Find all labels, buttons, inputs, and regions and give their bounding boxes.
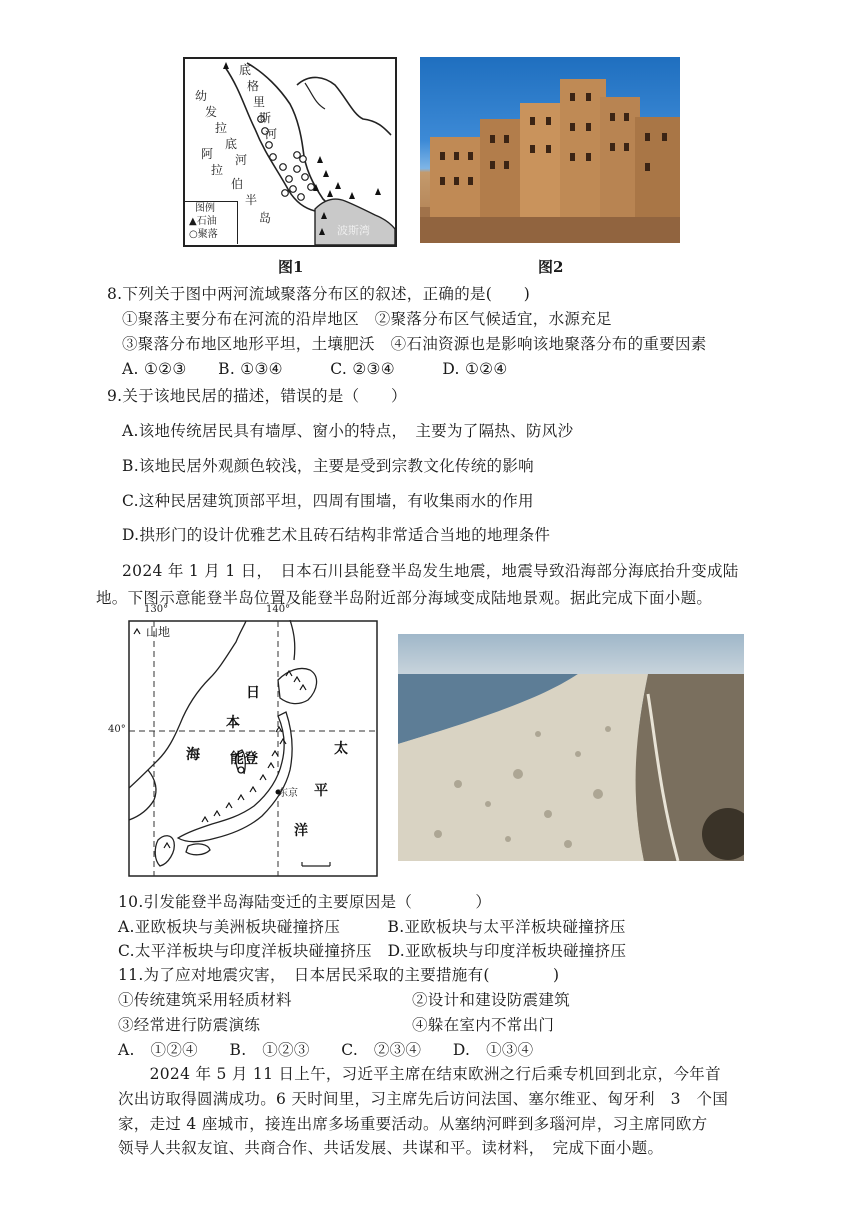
oil-legend-icon: ▲ bbox=[189, 216, 197, 227]
arabia-char-1: 阿 bbox=[201, 147, 214, 161]
q9-option-d: D.拱形门的设计优雅艺术且砖石结构非常适合当地的地理条件 bbox=[122, 526, 551, 544]
figure-2-caption: 图2 bbox=[538, 258, 564, 276]
q8-statement-1: ①聚落主要分布在河流的沿岸地区 ②聚落分布区气候适宜，水源充足 bbox=[122, 310, 612, 328]
q8-statement-2: ③聚落分布地区地形平坦，土壤肥沃 ④石油资源也是影响该地聚落分布的重要因素 bbox=[122, 335, 707, 353]
q11-statement-3: ③经常进行防震演练 bbox=[118, 1016, 261, 1034]
q9-option-c: C.这种民居建筑顶部平坦，四周有围墙，有收集雨水的作用 bbox=[122, 492, 534, 510]
q8-options: A. ①②③ B. ①③④ C. ②③④ D. ①②④ bbox=[122, 360, 508, 378]
settlement-legend-icon: ○ bbox=[189, 229, 198, 240]
q11-stem: 11.为了应对地震灾害， 日本居民采取的主要措施有( ) bbox=[118, 966, 560, 984]
q9-stem: 9.关于该地民居的描述，错误的是（ ） bbox=[107, 387, 407, 405]
building-tall bbox=[560, 79, 606, 217]
noto-label: 能登 bbox=[230, 751, 258, 767]
q11-statement-4: ④躲在室内不常出门 bbox=[412, 1016, 555, 1034]
q8-stem: 8.下列关于图中两河流域聚落分布区的叙述，正确的是( ) bbox=[107, 285, 531, 303]
q10-stem: 10.引发能登半岛海陆变迁的主要原因是（ ） bbox=[118, 893, 492, 911]
intro3-line-1: 2024 年 5 月 11 日上午，习近平主席在结束欧洲之行后乘专机回到北京，今年首 bbox=[118, 1065, 721, 1083]
arabia-char-3: 伯 bbox=[231, 177, 244, 191]
euphrates-char-4: 底 bbox=[225, 137, 238, 151]
building-illustration bbox=[420, 57, 680, 243]
zagros-boundary bbox=[297, 77, 391, 135]
q10-options-cd: C.太平洋板块与印度洋板块碰撞挤压 D.亚欧板块与印度洋板块碰撞挤压 bbox=[118, 942, 627, 960]
euphrates-char-1: 幼 bbox=[195, 89, 208, 103]
shikoku bbox=[186, 844, 210, 855]
tigris-char-4: 斯 bbox=[259, 111, 272, 125]
japan-char-1: 日 bbox=[246, 685, 260, 701]
intro3-line-2: 次出访取得圆满成功。6 天时间里，习主席先后访问法国、塞尔维亚、匈牙利 3 个国 bbox=[118, 1090, 729, 1108]
sea-char: 海 bbox=[186, 747, 200, 763]
figure-1-map bbox=[183, 57, 397, 247]
euphrates-char-5: 河 bbox=[235, 153, 248, 167]
persian-gulf-label: 波斯湾 bbox=[337, 224, 370, 237]
tigris-char-1: 底 bbox=[239, 63, 252, 77]
legend-oil-label: 石油 bbox=[196, 216, 217, 227]
lon-140-label: 140° bbox=[266, 604, 291, 615]
euphrates-char-2: 发 bbox=[205, 105, 218, 119]
coastal-uplift-photo bbox=[398, 634, 744, 861]
legend-mountain-label: 山地 bbox=[146, 625, 171, 639]
intro2-line-1: 2024 年 1 月 1 日， 日本石川县能登半岛发生地震，地震导致沿海部分海底抬升变成陆 bbox=[122, 562, 739, 580]
rubble bbox=[420, 217, 680, 243]
pacific-char-1: 太 bbox=[334, 741, 348, 757]
building-right bbox=[600, 97, 640, 217]
arabia-char-5: 岛 bbox=[259, 211, 272, 225]
legend-title: 图例 bbox=[195, 203, 215, 214]
mountain-line bbox=[305, 83, 325, 109]
q10-options-ab: A.亚欧板块与美洲板块碰撞挤压 B.亚欧板块与太平洋板块碰撞挤压 bbox=[118, 918, 626, 936]
coast-illustration bbox=[398, 634, 744, 861]
q11-statement-1: ①传统建筑采用轻质材料 bbox=[118, 991, 292, 1009]
lon-130-label: 130° bbox=[144, 604, 169, 615]
pacific-char-2: 平 bbox=[314, 783, 328, 799]
tigris-char-5: 河 bbox=[265, 127, 278, 141]
arabia-char-2: 拉 bbox=[211, 163, 224, 177]
q9-option-a: A.该地传统居民具有墙厚、窗小的特点， 主要为了隔热、防风沙 bbox=[122, 422, 574, 440]
lat-40-label: 40° bbox=[108, 724, 126, 735]
q11-options: A. ①②④ B. ①②③ C. ②③④ D. ①③④ bbox=[118, 1041, 534, 1059]
intro3-line-3: 家，走过 4 座城市，接连出席多场重要活动。从塞纳河畔到多瑙河岸，习主席同欧方 bbox=[118, 1115, 708, 1133]
figure-2-photo bbox=[420, 57, 680, 243]
tokyo-label: 东京 bbox=[278, 788, 298, 799]
map-legend bbox=[185, 201, 238, 244]
building-far-right bbox=[635, 117, 680, 217]
legend-settlement-label: 聚落 bbox=[197, 229, 218, 240]
arabia-char-4: 半 bbox=[245, 193, 258, 207]
japan-map bbox=[108, 604, 378, 877]
figure-1-caption: 图1 bbox=[278, 258, 304, 276]
tigris-char-3: 里 bbox=[253, 95, 266, 109]
pacific-char-3: 洋 bbox=[294, 823, 308, 839]
intro3-line-4: 领导人共叙友谊、共商合作、共话发展、共谋和平。读材料， 完成下面小题。 bbox=[118, 1139, 664, 1157]
japan-char-2: 本 bbox=[226, 715, 240, 731]
euphrates-char-3: 拉 bbox=[215, 121, 228, 135]
tigris-char-2: 格 bbox=[247, 79, 260, 93]
intro2-line-2: 地。下图示意能登半岛位置及能登半岛附近部分海域变成陆地景观。据此完成下面小题。 bbox=[96, 589, 713, 607]
q11-statement-2: ②设计和建设防震建筑 bbox=[412, 991, 571, 1009]
q9-option-b: B.该地民居外观颜色较浅，主要是受到宗教文化传统的影响 bbox=[122, 457, 534, 475]
